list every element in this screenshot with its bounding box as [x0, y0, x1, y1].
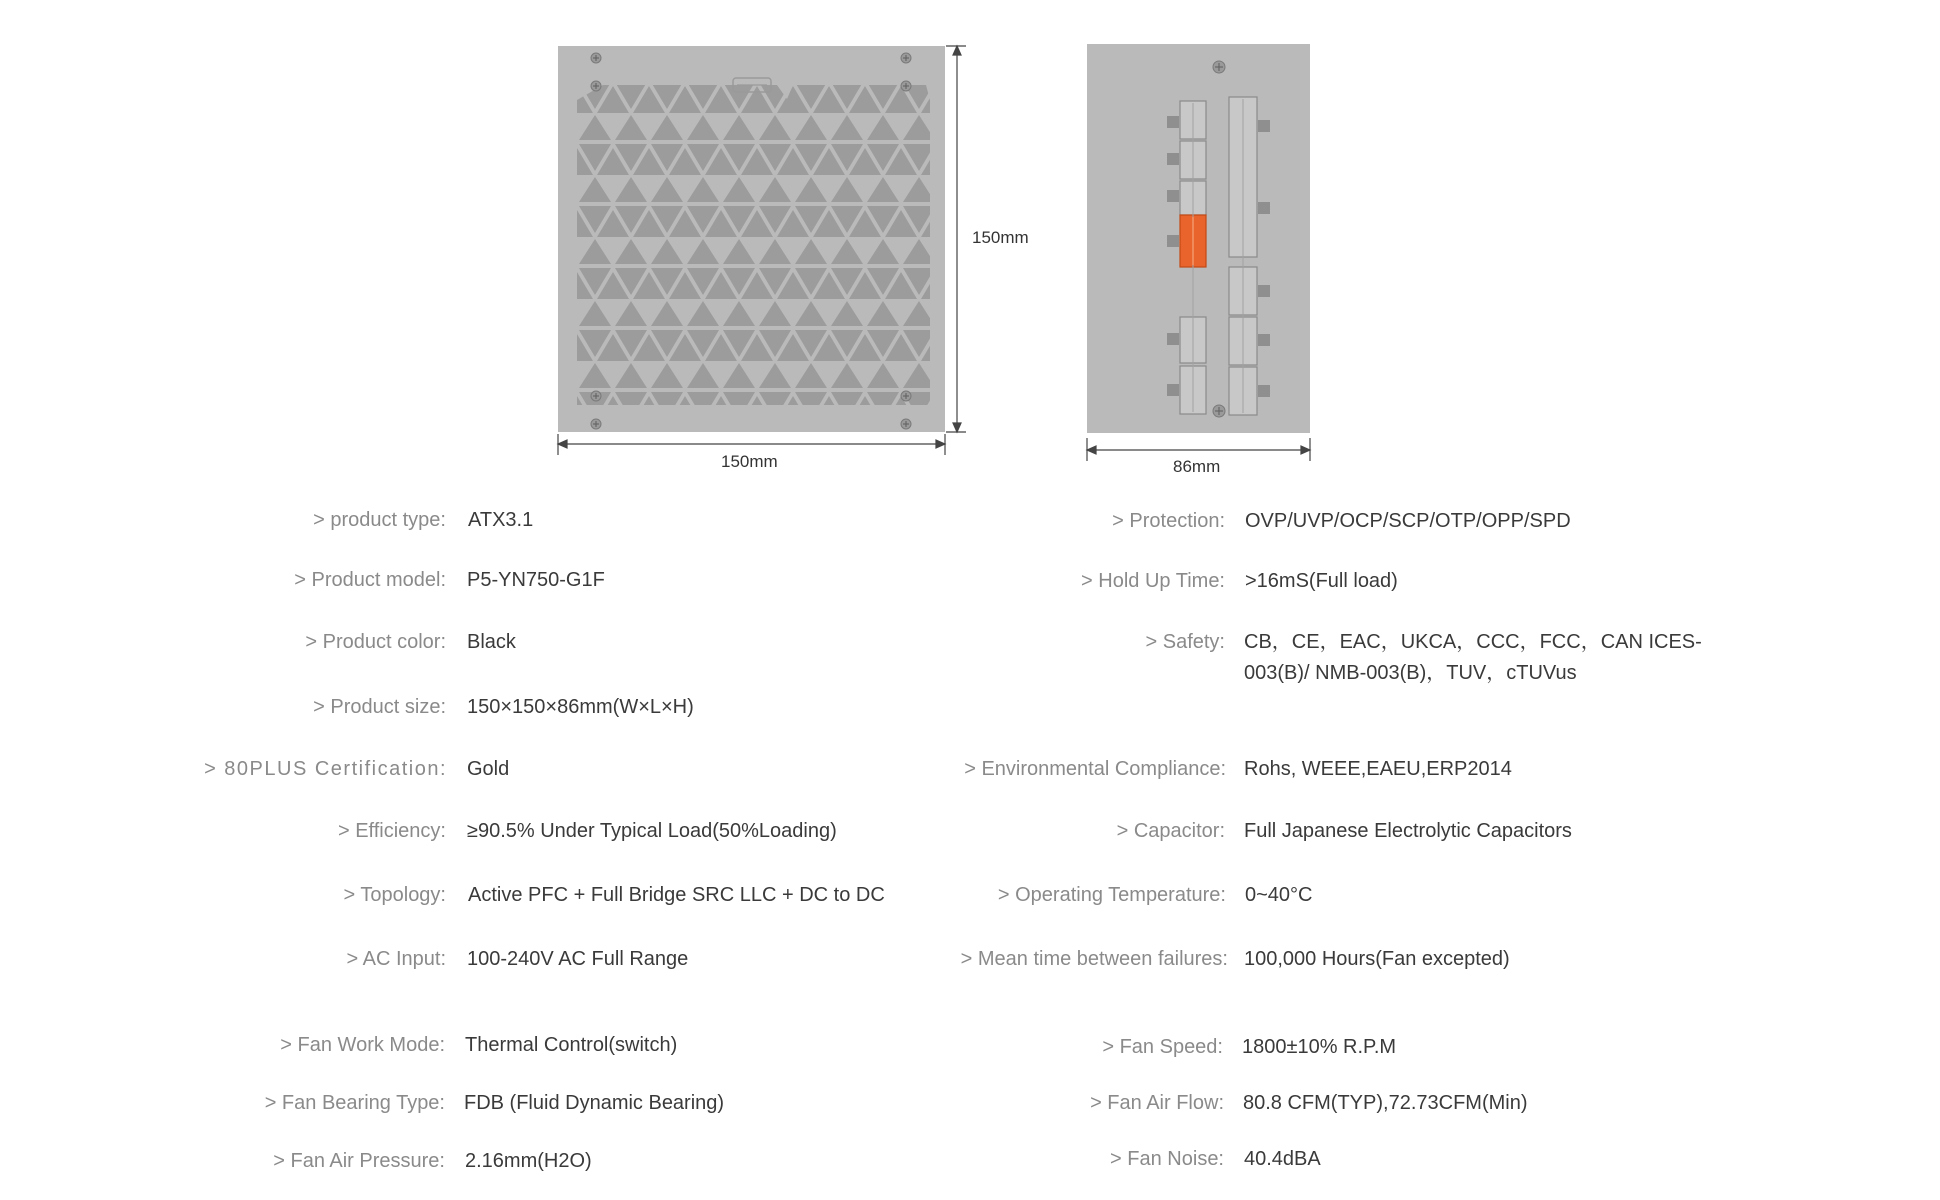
- spec-fan-speed: [0, 1032, 1940, 1062]
- spec-label: > Fan Air Flow:: [1090, 1092, 1224, 1114]
- spec-label: > Fan Air Pressure:: [273, 1150, 445, 1172]
- spec-value: FDB (Fluid Dynamic Bearing): [464, 1092, 725, 1114]
- spec-capacitor: [0, 816, 1940, 846]
- spec-hold-up-time: [0, 566, 1940, 596]
- spec-value: 100,000 Hours(Fan excepted): [1244, 948, 1510, 970]
- spec-label: > Fan Work Mode:: [280, 1034, 445, 1056]
- spec-fan-air-flow: [0, 1088, 1940, 1118]
- spec-label: > Hold Up Time:: [1081, 570, 1225, 592]
- spec-label: > Product model:: [294, 569, 446, 591]
- front-height-dimension: 150mm: [972, 228, 1029, 247]
- spec-value: Gold: [467, 758, 510, 780]
- spec-value: 80.8 CFM(TYP),72.73CFM(Min): [1243, 1092, 1528, 1114]
- psu-front-view: [0, 0, 1940, 480]
- spec-product-size: [0, 692, 1940, 722]
- spec-value: ATX3.1: [468, 509, 534, 531]
- spec-safety: [0, 627, 1940, 691]
- spec-value: ≥90.5% Under Typical Load(50%Loading): [467, 820, 837, 842]
- spec-operating-temperature: [0, 880, 1940, 910]
- spec-value: Black: [467, 631, 516, 653]
- spec-protection: [0, 506, 1940, 536]
- spec-value: 100-240V AC Full Range: [467, 948, 689, 970]
- spec-label: > Product color:: [305, 631, 446, 653]
- spec-label: > Operating Temperature:: [997, 884, 1226, 906]
- spec-environmental-compliance: [0, 754, 1940, 784]
- spec-value: 150×150×86mm(W×L×H): [467, 696, 694, 718]
- spec-label: > AC Input:: [346, 948, 446, 970]
- spec-value: 2.16mm(H2O): [465, 1150, 592, 1172]
- spec-value: 1800±10% R.P.M: [1242, 1036, 1397, 1058]
- spec-label: > Environmental Compliance:: [964, 758, 1226, 780]
- spec-label: > 80PLUS Certification:: [204, 758, 447, 780]
- spec-value: 0~40°C: [1245, 884, 1313, 906]
- spec-label: > Mean time between failures:: [960, 948, 1228, 970]
- spec-value: >16mS(Full load): [1245, 570, 1398, 592]
- spec-fan-noise: [0, 1144, 1940, 1174]
- spec-value: OVP/UVP/OCP/SCP/OTP/OPP/SPD: [1245, 510, 1571, 532]
- spec-value: CB，CE，EAC，UKCA，CCC，FCC，CAN ICES-003(B)/ NMB-003(B)，TUV，cTUVus: [1244, 631, 1702, 684]
- back-width-dimension: 86mm: [1173, 457, 1221, 476]
- spec-value: P5-YN750-G1F: [467, 569, 605, 591]
- spec-label: > Capacitor:: [1116, 820, 1225, 842]
- spec-label: > Fan Bearing Type:: [264, 1092, 445, 1114]
- spec-label: > Efficiency:: [337, 820, 446, 842]
- spec-label: > Topology:: [343, 884, 446, 906]
- spec-value: 40.4dBA: [1244, 1148, 1321, 1170]
- spec-label: > Product size:: [313, 696, 446, 718]
- spec-value: Full Japanese Electrolytic Capacitors: [1244, 820, 1572, 842]
- spec-label: > Safety:: [1145, 631, 1225, 653]
- spec-label: > Protection:: [1112, 510, 1225, 532]
- spec-label: > Fan Noise:: [1110, 1148, 1224, 1170]
- spec-mtbf: [0, 944, 1940, 974]
- spec-value: Thermal Control(switch): [465, 1034, 678, 1056]
- spec-value: Rohs, WEEE,EAEU,ERP2014: [1244, 758, 1512, 780]
- spec-label: > Fan Speed:: [1102, 1036, 1223, 1058]
- spec-value: Active PFC + Full Bridge SRC LLC + DC to DC: [468, 884, 885, 906]
- front-width-dimension: 150mm: [721, 452, 778, 471]
- spec-label: > product type:: [313, 509, 446, 531]
